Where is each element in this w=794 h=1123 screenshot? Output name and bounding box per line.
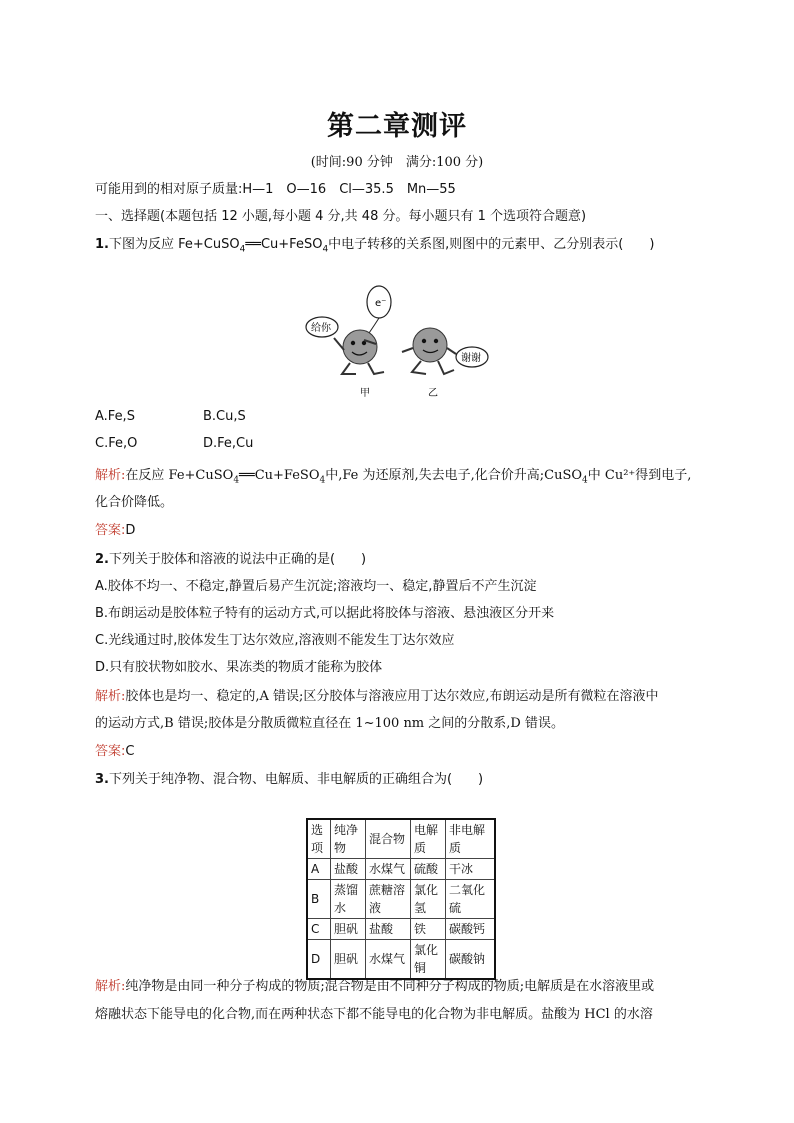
- classification-table: [306, 818, 496, 980]
- page-title: 第二章测评: [327, 111, 467, 142]
- section-heading: 一、选择题(本题包括 12 小题,每小题 4 分,共 48 分。每小题只有 1 个选项符合题意): [95, 209, 587, 224]
- character-left: [343, 330, 377, 364]
- question-1: 1.下图为反应 Fe+CuSO$_4$══Cu+FeSO$_4$中电子转移的关系图,则图中的元素甲、乙分别表示( ): [95, 237, 655, 255]
- label-jia: 甲: [360, 388, 370, 399]
- q3-analysis-line2: 熔融状态下能导电的化合物,而在两种状态下都不能导电的化合物为非电解质。盐酸为 HCl 的水溶: [95, 1007, 653, 1022]
- svg-text:谢谢: 谢谢: [461, 353, 481, 364]
- q1-option-d: D.Fe,Cu: [203, 436, 254, 451]
- question-3: 3.下列关于纯净物、混合物、电解质、非电解质的正确组合为( ): [95, 772, 484, 787]
- q2-option-d: D.只有胶状物如胶水、果冻类的物质才能称为胶体: [95, 660, 383, 675]
- table-row: A 盐酸 水煤气 硫酸 干冰: [307, 859, 495, 880]
- q1-option-a: A.Fe,S: [95, 409, 135, 424]
- q1-option-c: C.Fe,O: [95, 436, 138, 451]
- q2-option-b: B.布朗运动是胶体粒子特有的运动方式,可以据此将胶体与溶液、悬浊液区分开来: [95, 606, 555, 621]
- exam-subtitle: (时间:90 分钟 满分:100 分): [310, 155, 484, 170]
- electron-transfer-figure: [300, 282, 500, 404]
- atomic-masses: 可能用到的相对原子质量:H—1 O—16 Cl—35.5 Mn—55: [95, 182, 456, 197]
- analysis-label: 解析:: [95, 468, 126, 483]
- q2-option-c: C.光线通过时,胶体发生丁达尔效应,溶液则不能发生丁达尔效应: [95, 633, 455, 648]
- q2-answer: 答案:C: [95, 744, 135, 759]
- table-row: C 胆矾 盐酸 铁 碳酸钙: [307, 919, 495, 940]
- q1-option-b: B.Cu,S: [203, 409, 246, 424]
- q1-analysis: 解析:在反应 Fe+CuSO$_4$══Cu+FeSO$_4$中,Fe 为还原剂,失去电子,化合价升高;CuSO$_4$中 Cu²⁺得到电子,: [95, 468, 692, 486]
- q3-analysis: 解析:纯净物是由同一种分子构成的物质;混合物是由不同种分子构成的物质;电解质是在水溶液里或: [95, 979, 655, 994]
- balloon-label: e⁻: [375, 298, 387, 309]
- question-number: 3.: [95, 772, 109, 787]
- q2-analysis: 解析:胶体也是均一、稳定的,A 错误;区分胶体与溶液应用丁达尔效应,布朗运动是所有微粒在溶液中: [95, 689, 659, 704]
- q2-option-a: A.胶体不均一、不稳定,静置后易产生沉淀;溶液均一、稳定,静置后不产生沉淀: [95, 579, 537, 594]
- table-row: B 蒸馏水 蔗糖溶液 氯化氢 二氧化硫: [307, 880, 495, 919]
- character-right: [413, 328, 447, 362]
- q1-analysis-line2: 化合价降低。: [95, 495, 174, 510]
- question-2: 2.下列关于胶体和溶液的说法中正确的是( ): [95, 552, 367, 567]
- q2-analysis-line2: 的运动方式,B 错误;胶体是分散质微粒直径在 1~100 nm 之间的分散系,D 错误。: [95, 716, 564, 731]
- question-number: 2.: [95, 552, 109, 567]
- table-row: D 胆矾 水煤气 氯化铜 碳酸钠: [307, 940, 495, 980]
- table-header-row: 选项 纯净物 混合物 电解质 非电解质: [307, 819, 495, 859]
- label-yi: 乙: [428, 388, 438, 399]
- svg-text:给你: 给你: [311, 323, 331, 334]
- question-number: 1.: [95, 237, 109, 252]
- q1-answer: 答案:D: [95, 523, 136, 538]
